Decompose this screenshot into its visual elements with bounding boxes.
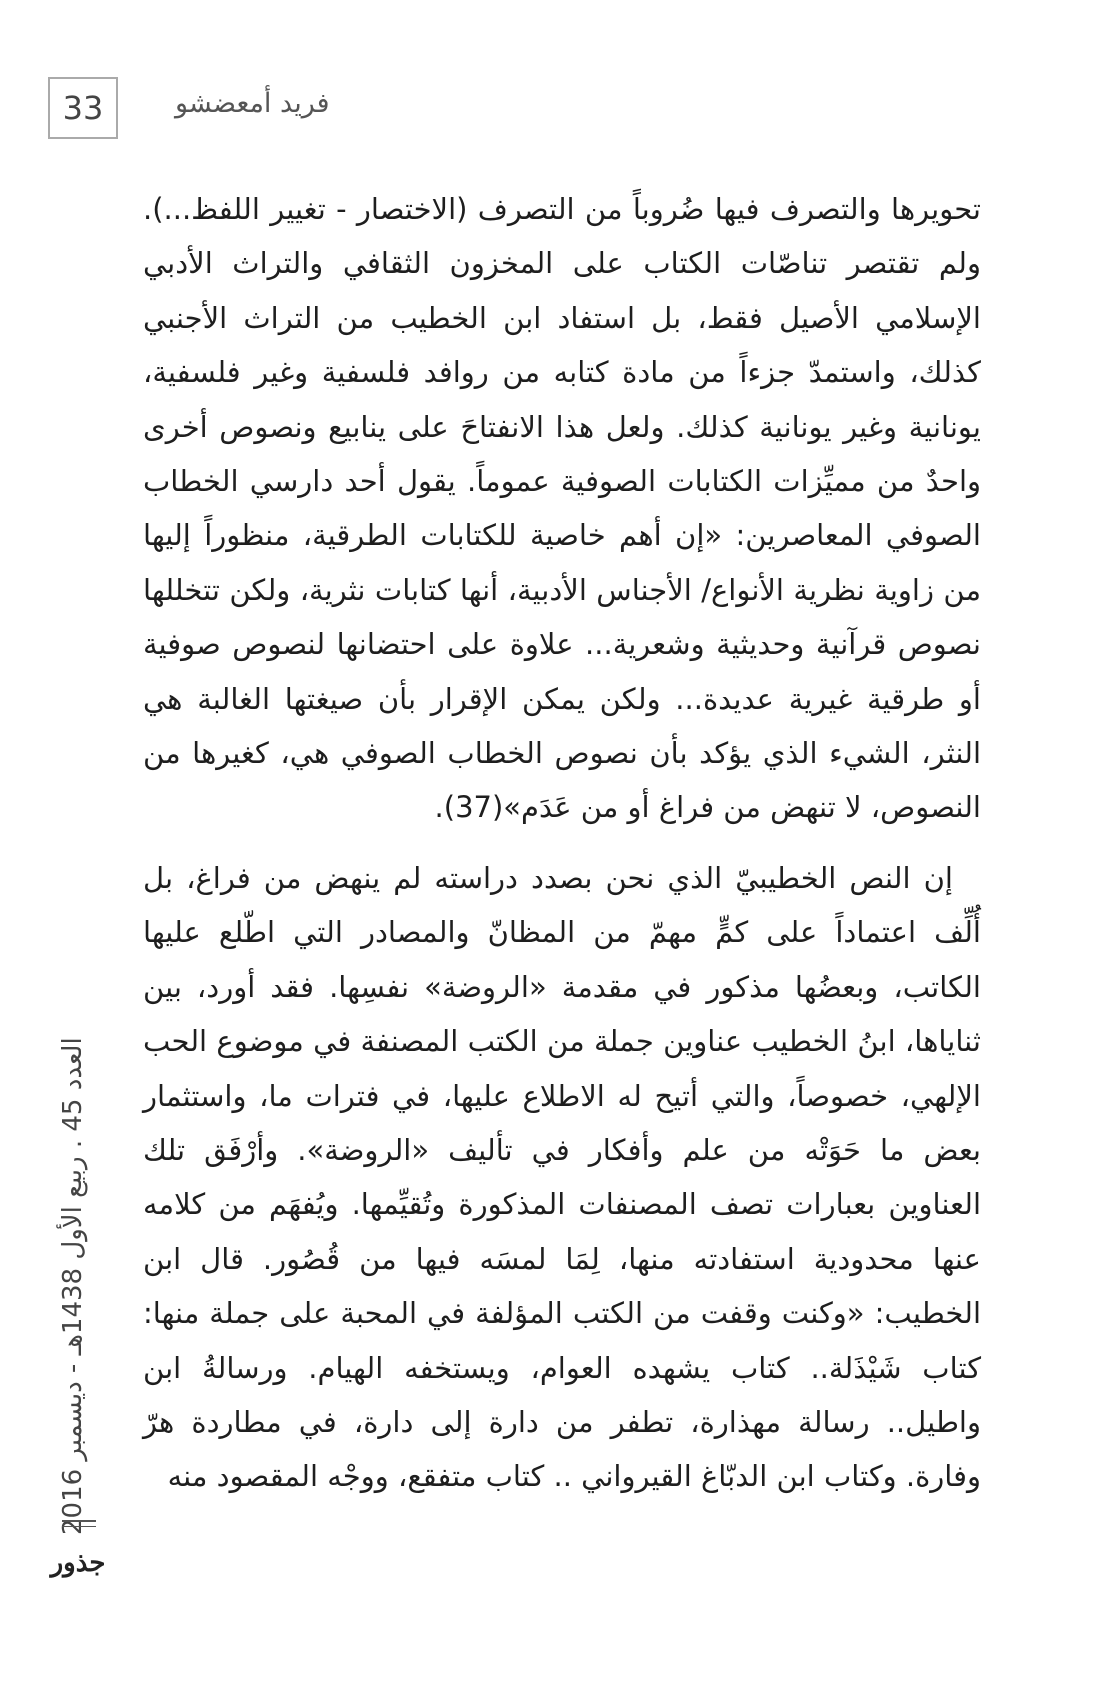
- issue-info: العدد 45 . ربيع الأول 1438هـ - ديسمبر 2016: [58, 1037, 88, 1535]
- paragraph-2: إن النص الخطيبيّ الذي نحن بصدد دراسته لم ينهض من فراغ، بل أُلِّف اعتماداً على كمٍّ مهمّ من المظانّ والمصادر التي اطّلع عليها الكاتب، وبعضُها مذكور في مقدمة «الروضة» نفسِها. فقد أورد، بين ثناياها، ابنُ الخطيب عناوين جملة من الكتب المصنفة في موضوع الحب الإلهي، خصوصاً، والتي أتيح له الاطلاع عليها، في فترات ما، واستثمار بعض ما حَوَتْه من علم وأفكار في تأليف «الروضة». وأرْفَق تلك العناوين بعبارات تصف المصنفات المذكورة وتُقيِّمها. ويُفهَم من كلامه عنها محدودية استفادته منها، لِمَا لمسَه فيها من قُصُور. قال ابن الخطيب: «وكنت وقفت من الكتب المؤلفة في المحبة على جملة منها: كتاب شَيْذَلة.. كتاب يشهده العوام، ويستخفه الهيام. ورسالةُ ابن واطيل.. رسالة مهذارة، تطفر من دارة إلى دارة، في مطاردة هرّ وفارة. وكتاب ابن الدبّاغ القيرواني .. كتاب متفقع، ووجْه المقصود منه: [143, 860, 981, 1494]
- author-name: فريد أمعضشو: [175, 88, 330, 119]
- journal-logo: جذور: [50, 1548, 106, 1578]
- paragraph-1: تحويرها والتصرف فيها ضُروباً من التصرف (الاختصار - تغيير اللفظ...). ولم تقتصر تناصّات الكتاب على المخزون الثقافي والتراث الأدبي الإسلامي الأصيل فقط، بل استفاد ابن الخطيب من التراث الأجنبي كذلك، واستمدّ جزءاً من مادة كتابه من روافد فلسفية وغير فلسفية، يونانية وغير يونانية كذلك. ولعل هذا الانفتاحَ على ينابيع ونصوص أخرى واحدٌ من مميِّزات الكتابات الصوفية عموماً. يقول أحد دارسي الخطاب الصوفي المعاصرين: «إن أهم خاصية للكتابات الطرقية، منظوراً إليها من زاوية نظرية الأنواع/ الأجناس الأدبية، أنها كتابات نثرية، ولكن تتخللها نصوص قرآنية وحديثية وشعرية... علاوة على احتضانها لنصوص صوفية أو طرقية غيرية عديدة... ولكن يمكن الإقرار بأن صيغتها الغالبة هي النثر، الشيء الذي يؤكد بأن نصوص الخطاب الصوفي هي، كغيرها من النصوص، لا تنهض من فراغ أو من عَدَم»(37).: [143, 192, 981, 825]
- page-number: 33: [48, 77, 118, 139]
- article-body: [143, 182, 981, 1504]
- sidebar-divider-thin: [62, 1526, 96, 1527]
- sidebar-divider: [62, 1520, 96, 1522]
